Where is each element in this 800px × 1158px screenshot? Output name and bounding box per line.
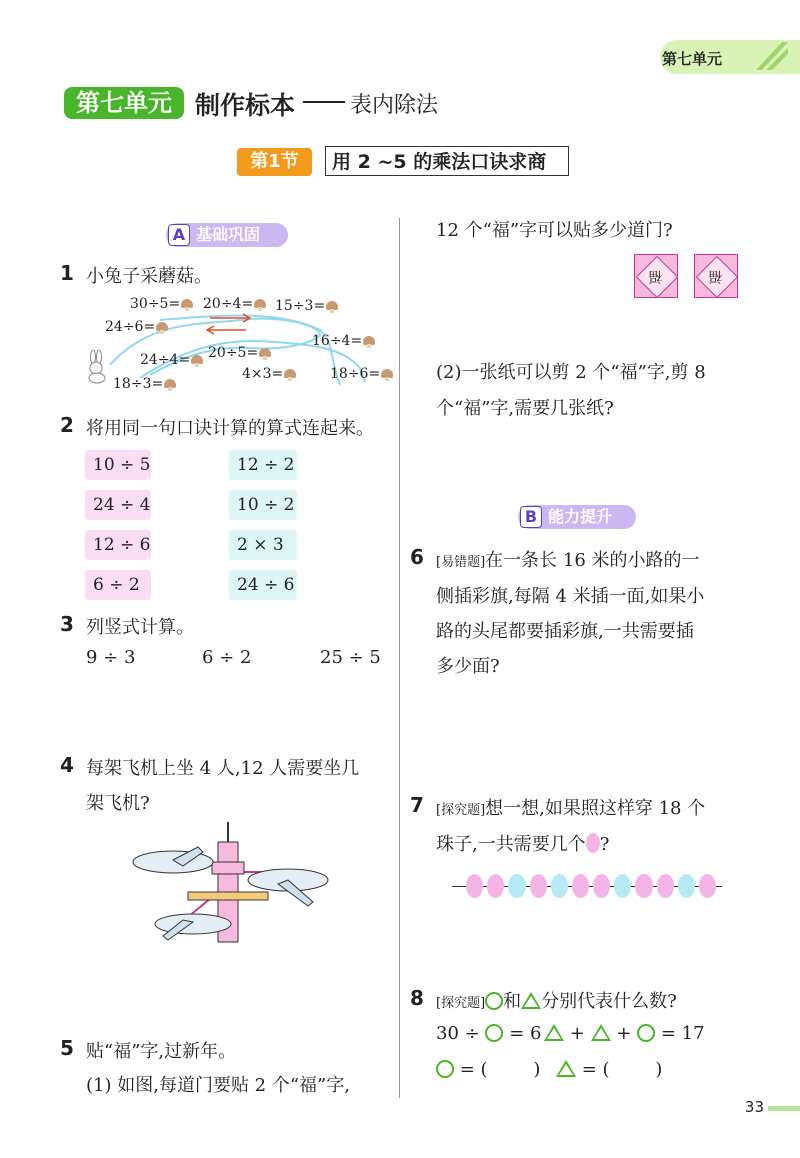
fu-door: 福	[694, 254, 738, 298]
bead-pink	[530, 874, 547, 898]
triangle-icon	[521, 992, 541, 1009]
question-tag: [易错题]	[436, 555, 486, 570]
mushroom-icon	[259, 348, 271, 357]
page-bar	[768, 1106, 800, 1111]
calc-item: 25 ÷ 5	[320, 647, 381, 668]
mushroom-item: 4×3=	[242, 366, 296, 382]
question-text: 12 个“福”字可以贴多少道门?	[436, 220, 673, 241]
mushroom-icon	[156, 322, 168, 331]
mushroom-icon	[363, 336, 375, 345]
question-text: (2)一张纸可以剪 2 个“福”字,剪 8	[436, 362, 706, 383]
left-expression[interactable]: 6 ÷ 2	[85, 570, 151, 600]
question-text: [探究题]想一想,如果照这样穿 18 个	[436, 798, 706, 819]
right-expression[interactable]: 12 ÷ 2	[229, 450, 297, 480]
answer-triangle[interactable]: = ( )	[556, 1059, 662, 1080]
level-a-badge	[166, 223, 288, 247]
level-b-letter: B	[520, 506, 542, 528]
circle-icon	[436, 1060, 454, 1078]
mushroom-item: 24÷6=	[105, 319, 168, 335]
mushroom-icon	[191, 355, 203, 364]
unit-badge: 第七单元	[64, 87, 184, 119]
left-expression[interactable]: 24 ÷ 4	[85, 490, 151, 520]
level-a-label: 基础巩固	[196, 225, 261, 244]
left-expression[interactable]: 10 ÷ 5	[85, 450, 151, 480]
unit-subtitle: 表内除法	[350, 93, 439, 118]
question-text: 每架飞机上坐 4 人,12 人需要坐几	[86, 758, 360, 779]
bead-pink	[572, 874, 589, 898]
mushroom-icon	[181, 299, 193, 308]
mushroom-icon	[164, 379, 176, 388]
question-text: 个“福”字,需要几张纸?	[436, 398, 614, 419]
question-number: 3	[60, 612, 74, 636]
bead-pink	[593, 874, 610, 898]
bead-pink	[699, 874, 716, 898]
right-expression[interactable]: 24 ÷ 6	[229, 570, 297, 600]
question-text: [易错题]在一条长 16 米的小路的一	[436, 550, 700, 571]
question-text: 架飞机?	[86, 793, 150, 814]
mushroom-item: 18÷3=	[113, 376, 176, 392]
title-dash	[303, 101, 345, 103]
answer-circle[interactable]: = ( )	[436, 1059, 540, 1080]
level-a-letter: A	[168, 224, 190, 246]
section-title: 用 2 ~5 的乘法口诀求商	[325, 146, 569, 176]
mushroom-item: 15÷3=	[275, 298, 338, 314]
triangle-icon	[544, 1024, 564, 1041]
question-tag: [探究题]	[436, 803, 486, 818]
bead-pink	[635, 874, 652, 898]
bead-blue	[551, 874, 568, 898]
fu-door: 福	[634, 254, 678, 298]
unit-corner-text: 第七单元	[661, 50, 722, 68]
unit-title: 制作标本	[195, 91, 296, 120]
circle-icon	[485, 1024, 503, 1042]
equation-1: 30 ÷ = 6	[436, 1023, 542, 1044]
question-number: 2	[60, 413, 74, 437]
equation-2: + + = 17	[544, 1023, 705, 1044]
question-text: 侧插彩旗,每隔 4 米插一面,如果小	[436, 586, 705, 607]
mushroom-item: 16÷4=	[312, 333, 375, 349]
mushroom-item: 18÷6=	[330, 366, 393, 382]
question-text: 多少面?	[436, 656, 500, 677]
question-tag: [探究题]	[436, 996, 486, 1011]
airplane-ride-illustration	[128, 822, 348, 952]
question-number: 4	[60, 753, 74, 777]
mushroom-icon	[254, 299, 266, 308]
calc-item: 9 ÷ 3	[86, 647, 136, 668]
section-badge: 第1节	[237, 148, 312, 176]
question-number: 7	[410, 793, 424, 817]
bead-pink	[487, 874, 504, 898]
calc-item: 6 ÷ 2	[202, 647, 252, 668]
circle-icon	[485, 992, 503, 1010]
question-text: (1) 如图,每道门要贴 2 个“福”字,	[86, 1075, 350, 1096]
question-number: 1	[60, 261, 74, 285]
right-expression[interactable]: 2 × 3	[229, 530, 297, 560]
level-b-label: 能力提升	[548, 507, 613, 526]
question-text: 珠子,一共需要几个 ?	[436, 834, 610, 855]
mushroom-item: 20÷4=	[203, 296, 266, 312]
mushroom-icon	[381, 369, 393, 378]
bead-blue	[614, 874, 631, 898]
question-text: 小兔子采蘑菇。	[86, 266, 212, 287]
mushroom-icon	[284, 369, 296, 378]
rabbit-icon	[84, 350, 110, 384]
circle-icon	[637, 1024, 655, 1042]
mushroom-item: 24÷4=	[140, 352, 203, 368]
triangle-icon	[591, 1024, 611, 1041]
left-expression[interactable]: 12 ÷ 6	[85, 530, 151, 560]
right-expression[interactable]: 10 ÷ 2	[229, 490, 297, 520]
triangle-icon	[556, 1060, 576, 1077]
bead-blue	[508, 874, 525, 898]
page-number: 33	[744, 1098, 764, 1116]
stripe-icon	[752, 36, 792, 76]
question-number: 5	[60, 1036, 74, 1060]
question-text: 贴“福”字,过新年。	[86, 1041, 237, 1062]
bead-pink	[466, 874, 483, 898]
level-b-badge	[518, 505, 636, 529]
bead-row	[466, 874, 716, 900]
mushroom-item: 30÷5=	[130, 296, 193, 312]
bead-icon	[586, 833, 600, 853]
question-text: 路的头尾都要插彩旗,一共需要插	[436, 621, 694, 642]
question-text: 列竖式计算。	[86, 617, 194, 638]
bead-blue	[678, 874, 695, 898]
question-number: 8	[410, 986, 424, 1010]
question-number: 6	[410, 545, 424, 569]
question-text: [探究题] 和 分别代表什么数?	[436, 991, 677, 1012]
bead-pink	[657, 874, 674, 898]
mushroom-item: 20÷5=	[208, 345, 271, 361]
question-text: 将用同一句口诀计算的算式连起来。	[86, 418, 374, 439]
mushroom-icon	[326, 301, 338, 310]
